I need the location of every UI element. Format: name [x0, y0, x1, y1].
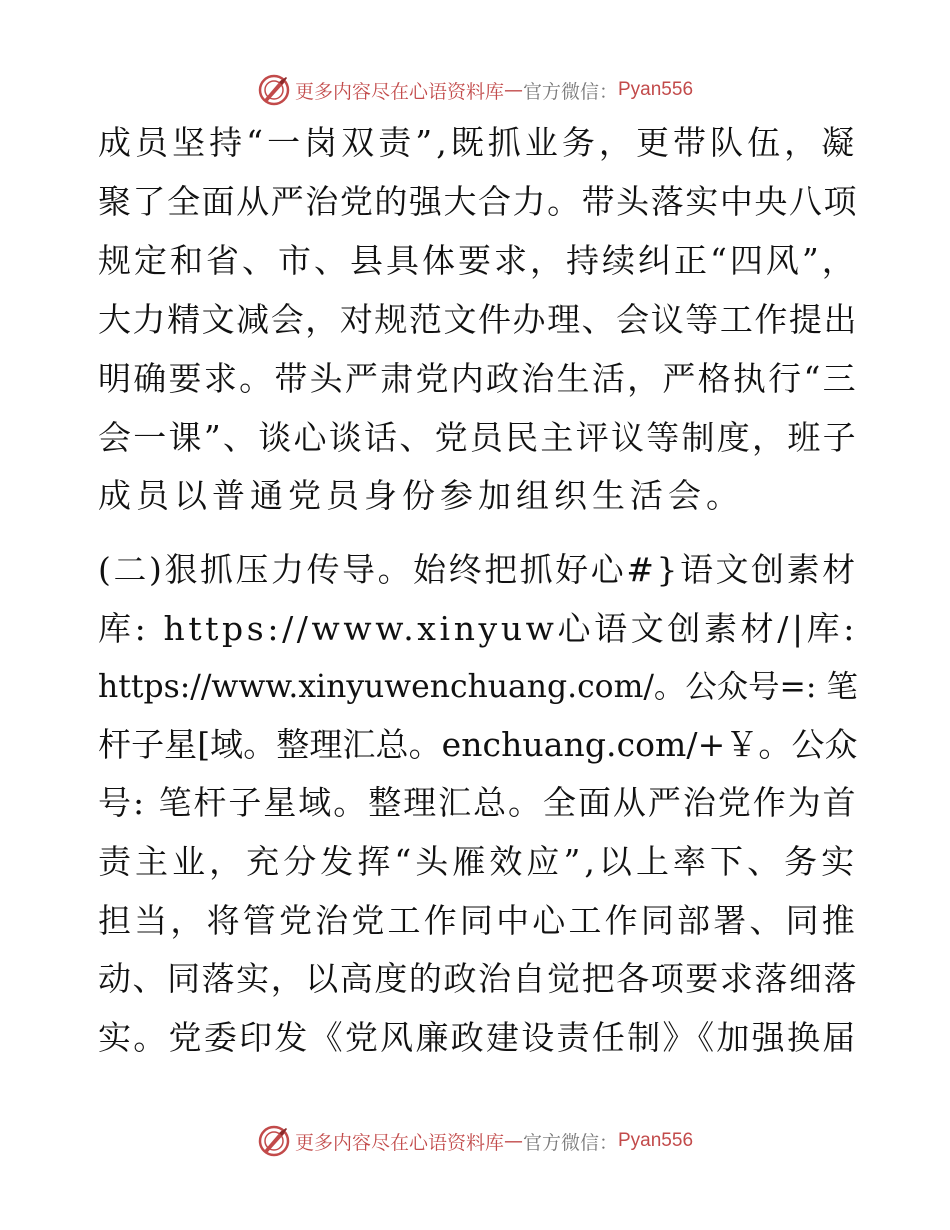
text-line: 聚了全面从严治党的强大合力。带头落实中央八项 [98, 182, 858, 221]
quill-logo-icon [257, 1124, 291, 1158]
watermark-separator: — [503, 1130, 523, 1152]
text-line: 担当，将管党治党工作同中心工作同部署、同推 [98, 901, 858, 940]
text-line: https://www.xinyuwenchuang.com/。公众号=: 笔 [98, 669, 858, 705]
watermark-wechat-label: 官方微信： [522, 1131, 618, 1154]
text-line: 成员坚持“一岗双责”,既抓业务，更带队伍，凝 [98, 123, 859, 162]
text-line: 杆子星[域。整理汇总。enchuang.com/+￥。公众 [98, 725, 858, 764]
header-watermark [0, 70, 950, 110]
watermark-wechat-id: Pyan556 [618, 79, 694, 100]
text-line: 动、同落实，以高度的政治自觉把各项要求落细落 [98, 959, 858, 998]
text-line: (二)狠抓压力传导。始终把抓好心#}语文创素材 [98, 550, 858, 589]
footer-watermark [0, 1121, 950, 1161]
text-line: 号: 笔杆子星域。整理汇总。全面从严治党作为首 [98, 783, 858, 822]
text-line: 实。党委印发《党风廉政建设责任制》《加强换届 [98, 1018, 858, 1057]
text-line: 库: https://www.xinyuw心语文创素材/|库: [98, 609, 859, 648]
text-line: 大力精文减会，对规范文件办理、会议等工作提出 [98, 300, 858, 339]
watermark-wechat-id: Pyan556 [618, 1130, 694, 1151]
watermark-wechat-label: 官方微信： [522, 80, 618, 103]
text-line: 责主业，充分发挥“头雁效应”,以上率下、务实 [98, 842, 859, 881]
watermark-text: 更多内容尽在心语资料库 [294, 1131, 504, 1154]
text-line: 成员以普通党员身份参加组织生活会。 [98, 476, 744, 515]
text-line: 会一课”、谈心谈话、党员民主评议等制度，班子 [98, 418, 858, 457]
watermark-text: 更多内容尽在心语资料库 [294, 80, 504, 103]
text-line: 规定和省、市、县具体要求，持续纠正“四风”， [98, 241, 858, 280]
text-line: 明确要求。带头严肃党内政治生活，严格执行“三 [98, 359, 858, 398]
quill-logo-icon [257, 73, 291, 107]
watermark-separator: — [503, 79, 523, 101]
